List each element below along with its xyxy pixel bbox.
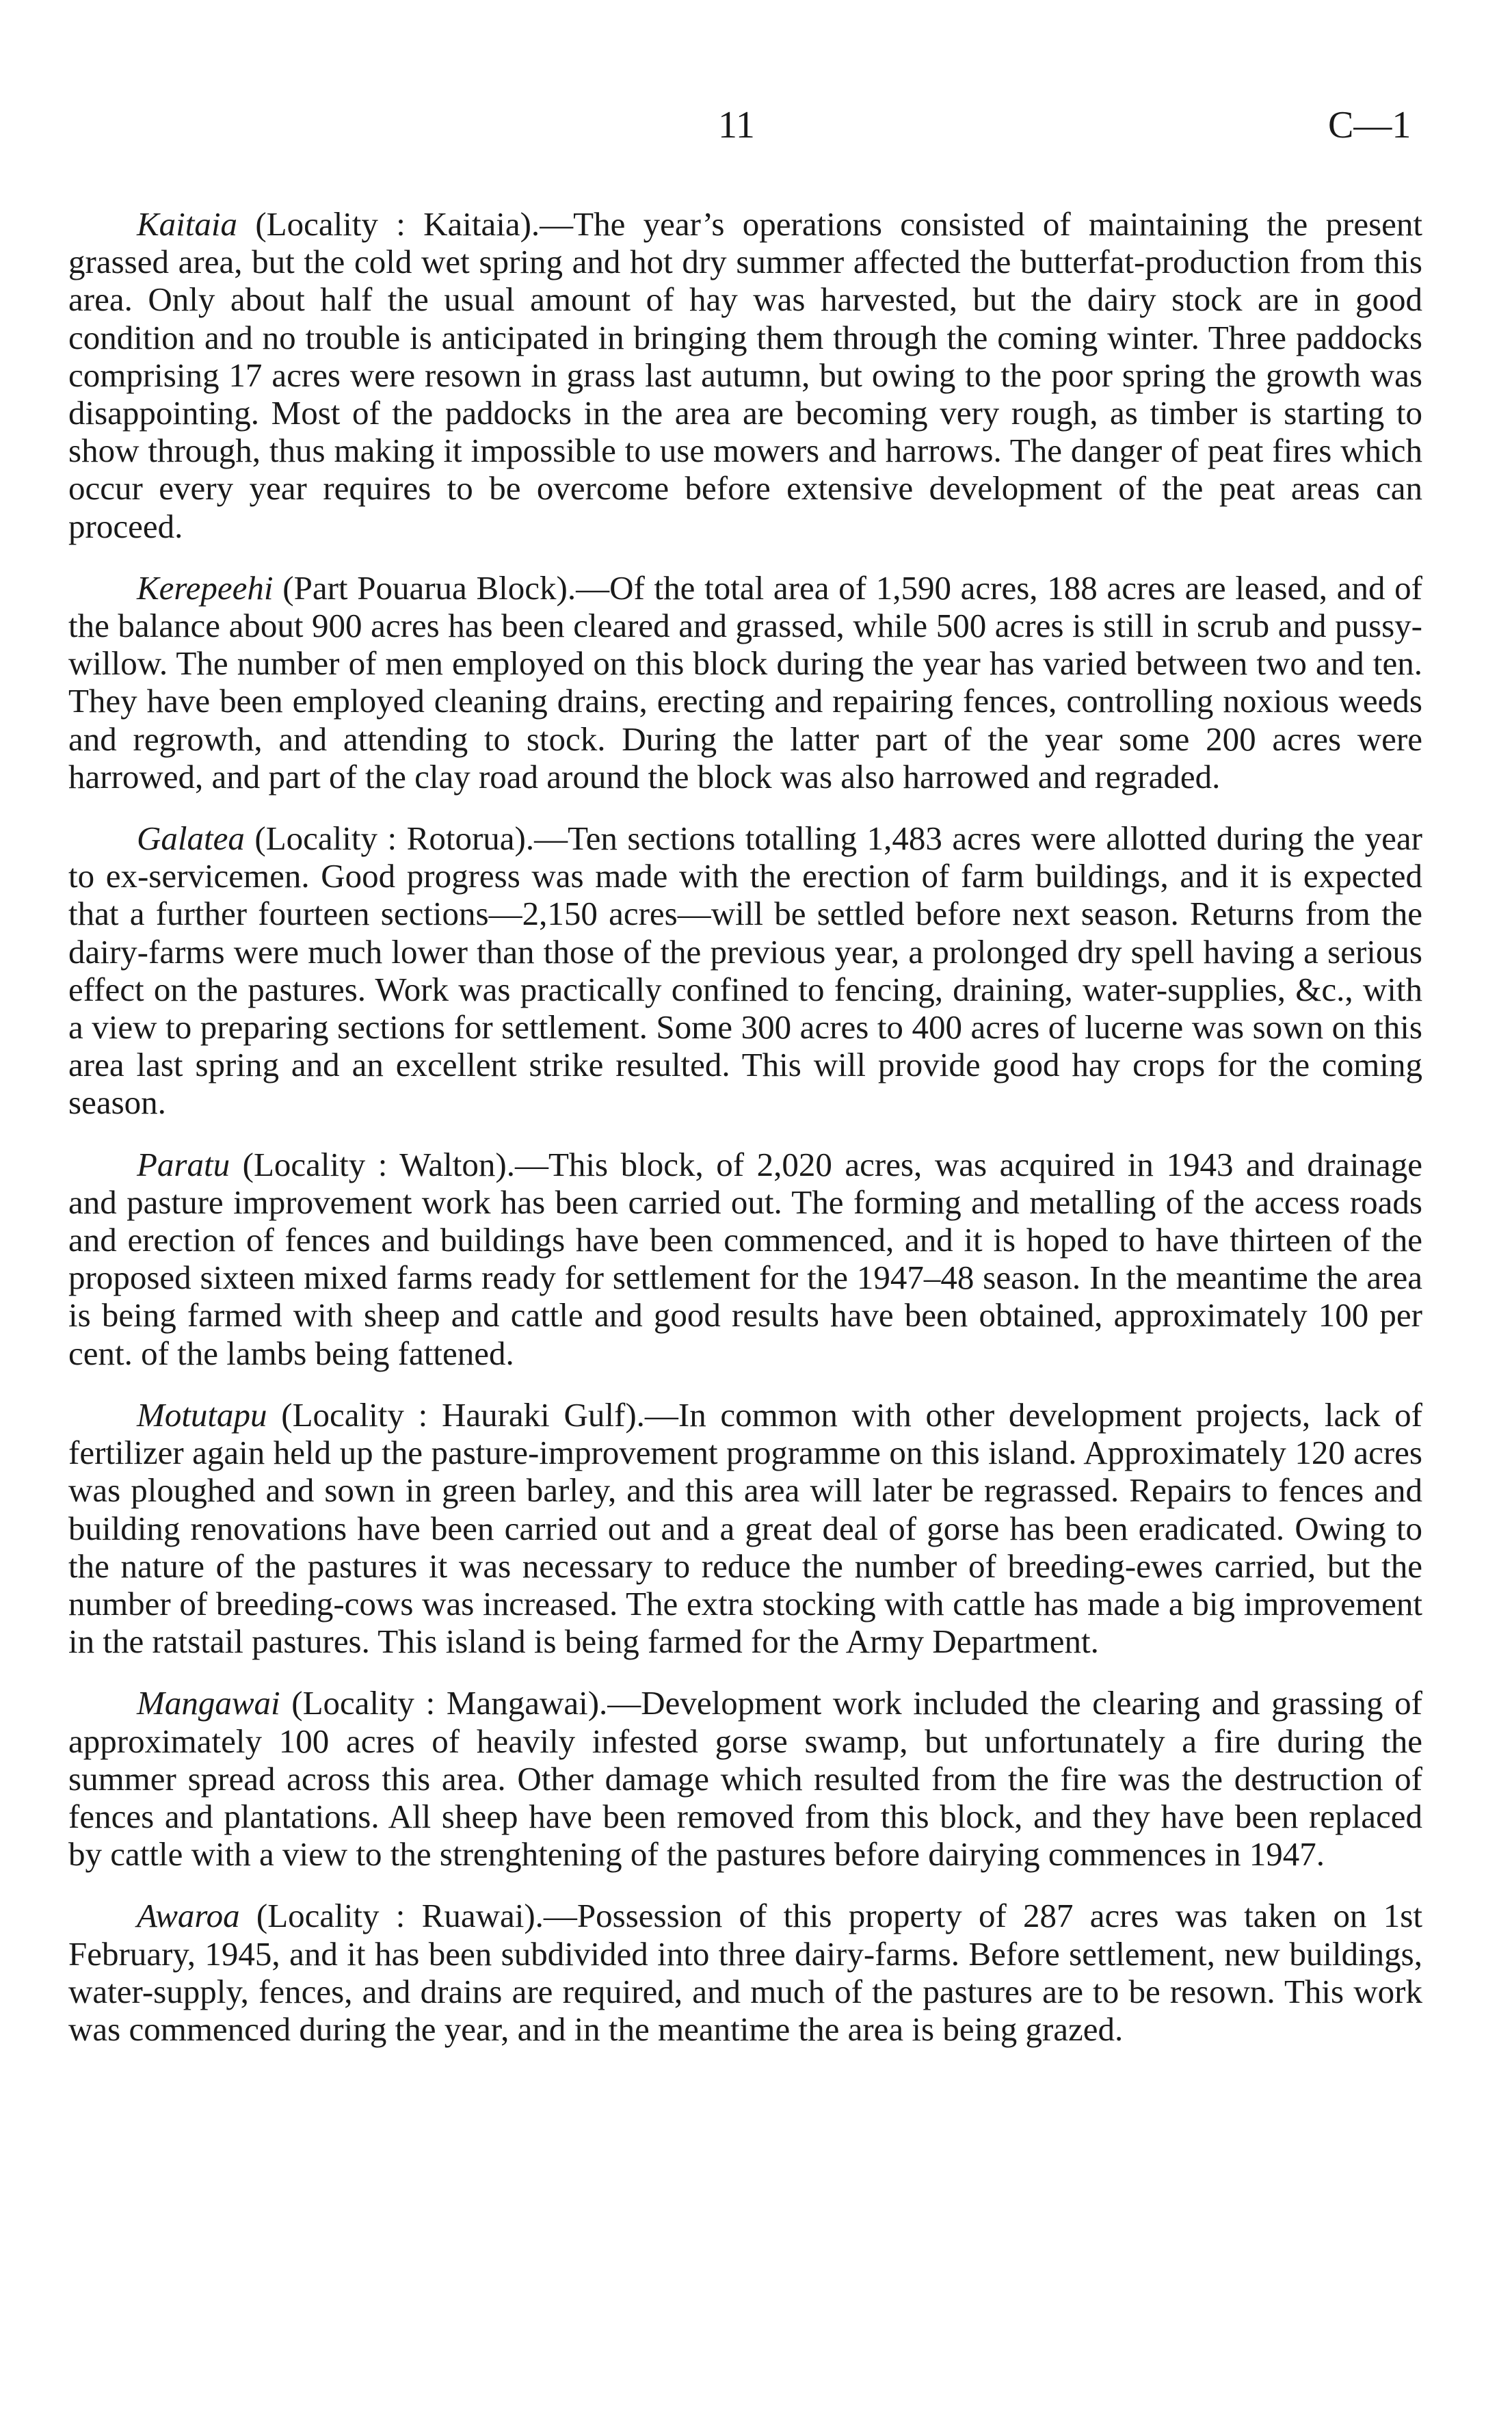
paragraph-text: (Locality : Kaitaia).—The year’s operations consisted of maintaining the present grassed area, but the cold wet spring and hot dry summer affected the butterfat-production from this area. Only about half the usual amount of hay was harvested, but the dairy stock are in good condition and no trouble is anticipated in bringing them through the coming winter. Three paddocks comprising 17 acres were resown in grass last autumn, but owing to the poor spring the growth was disappointing. Most of the paddocks in the area are becoming very rough, as timber is starting to show through, thus making it impossible to use mowers and harrows. The danger of peat fires which occur every year requires to be overcome before extensive development of the peat areas can proceed.: [68, 205, 1422, 545]
block-name: Kerepeehi: [137, 568, 274, 607]
paragraph-text: (Locality : Hauraki Gulf).—In common with other development projects, lack of fertilizer again held up the pasture-improvement programme on this island. Approximately 120 acres was ploughed and sown in green barley, and this area will later be regrassed. Repairs to fences and building renovations have been carried out and a great deal of gorse has been eradicated. Owing to the nature of the pastures it was necessary to reduce the number of breeding-ewes carried, but the number of breeding-cows was increased. The extra stocking with cattle has made a big improvement in the ratstail pastures. This island is being farmed for the Army Department.: [68, 1395, 1422, 1661]
paragraph-motutapu: [68, 1396, 1422, 1660]
block-name: Mangawai: [137, 1684, 280, 1722]
block-name: Motutapu: [137, 1395, 267, 1434]
paragraph-awaroa: [68, 1897, 1422, 2048]
paragraph-kerepeehi: [68, 569, 1422, 796]
block-name: Paratu: [137, 1145, 230, 1183]
paragraph-mangawai: [68, 1684, 1422, 1873]
body-text: [68, 205, 1422, 2072]
block-name: Awaroa: [137, 1897, 240, 1935]
block-name: Kaitaia: [137, 205, 238, 243]
page-number: 11: [718, 104, 755, 146]
paragraph-text: (Part Pouarua Block).—Of the total area of 1,590 acres, 188 acres are leased, and of the balance about 900 acres has been cleared and grassed, while 500 acres is still in scrub and pussy-willow. The number of men employed on this block during the year has varied between two and ten. They have been employed cleaning drains, erecting and repairing fences, controlling noxious weeds and regrowth, and attending to stock. During the latter part of the year some 200 acres were harrowed, and part of the clay road around the block was also harrowed and regraded.: [68, 568, 1422, 796]
paragraph-text: (Locality : Rotorua).—Ten sections totalling 1,483 acres were allotted during the year to ex-servicemen. Good progress was made with the erection of farm buildings, and it is expected that a further fourteen sections—2,150 acres—will be settled before next season. Returns from the dairy-farms were much lower than those of the previous year, a prolonged dry spell having a serious effect on the pastures. Work was practically confined to fencing, draining, water-supplies, &c., with a view to preparing sections for settlement. Some 300 acres to 400 acres of lucerne was sown on this area last spring and an excellent strike resulted. This will provide good hay crops for the coming season.: [68, 819, 1422, 1122]
paragraph-text: (Locality : Mangawai).—Development work included the clearing and grassing of approximately 100 acres of heavily infested gorse swamp, but unfortunately a fire during the summer spread across this area. Other damage which resulted from the fire was the destruction of fences and plantations. All sheep have been removed from this block, and they have been replaced by cattle with a view to the strenghtening of the pastures before dairying commences in 1947.: [68, 1684, 1422, 1874]
paragraph-galatea: [68, 819, 1422, 1122]
block-name: Galatea: [137, 819, 245, 858]
paragraph-text: (Locality : Walton).—This block, of 2,020 acres, was acquired in 1943 and drainage and pasture improvement work has been carried out. The forming and metalling of the access roads and erection of fences and buildings have been commenced, and it is hoped to have thirteen of the proposed sixteen mixed farms ready for settlement for the 1947–48 season. In the meantime the area is being farmed with sheep and cattle and good results have been obtained, approximately 100 per cent. of the lambs being fattened.: [68, 1145, 1422, 1372]
paragraph-text: (Locality : Ruawai).—Possession of this property of 287 acres was taken on 1st February, 1945, and it has been subdivided into three dairy-farms. Before settlement, new buildings, water-supply, fences, and drains are required, and much of the pastures are to be resown. This work was commenced during the year, and in the meantime the area is being grazed.: [68, 1897, 1422, 2048]
paragraph-paratu: [68, 1146, 1422, 1372]
paragraph-kaitaia: [68, 205, 1422, 545]
section-code: C—1: [1328, 104, 1411, 146]
